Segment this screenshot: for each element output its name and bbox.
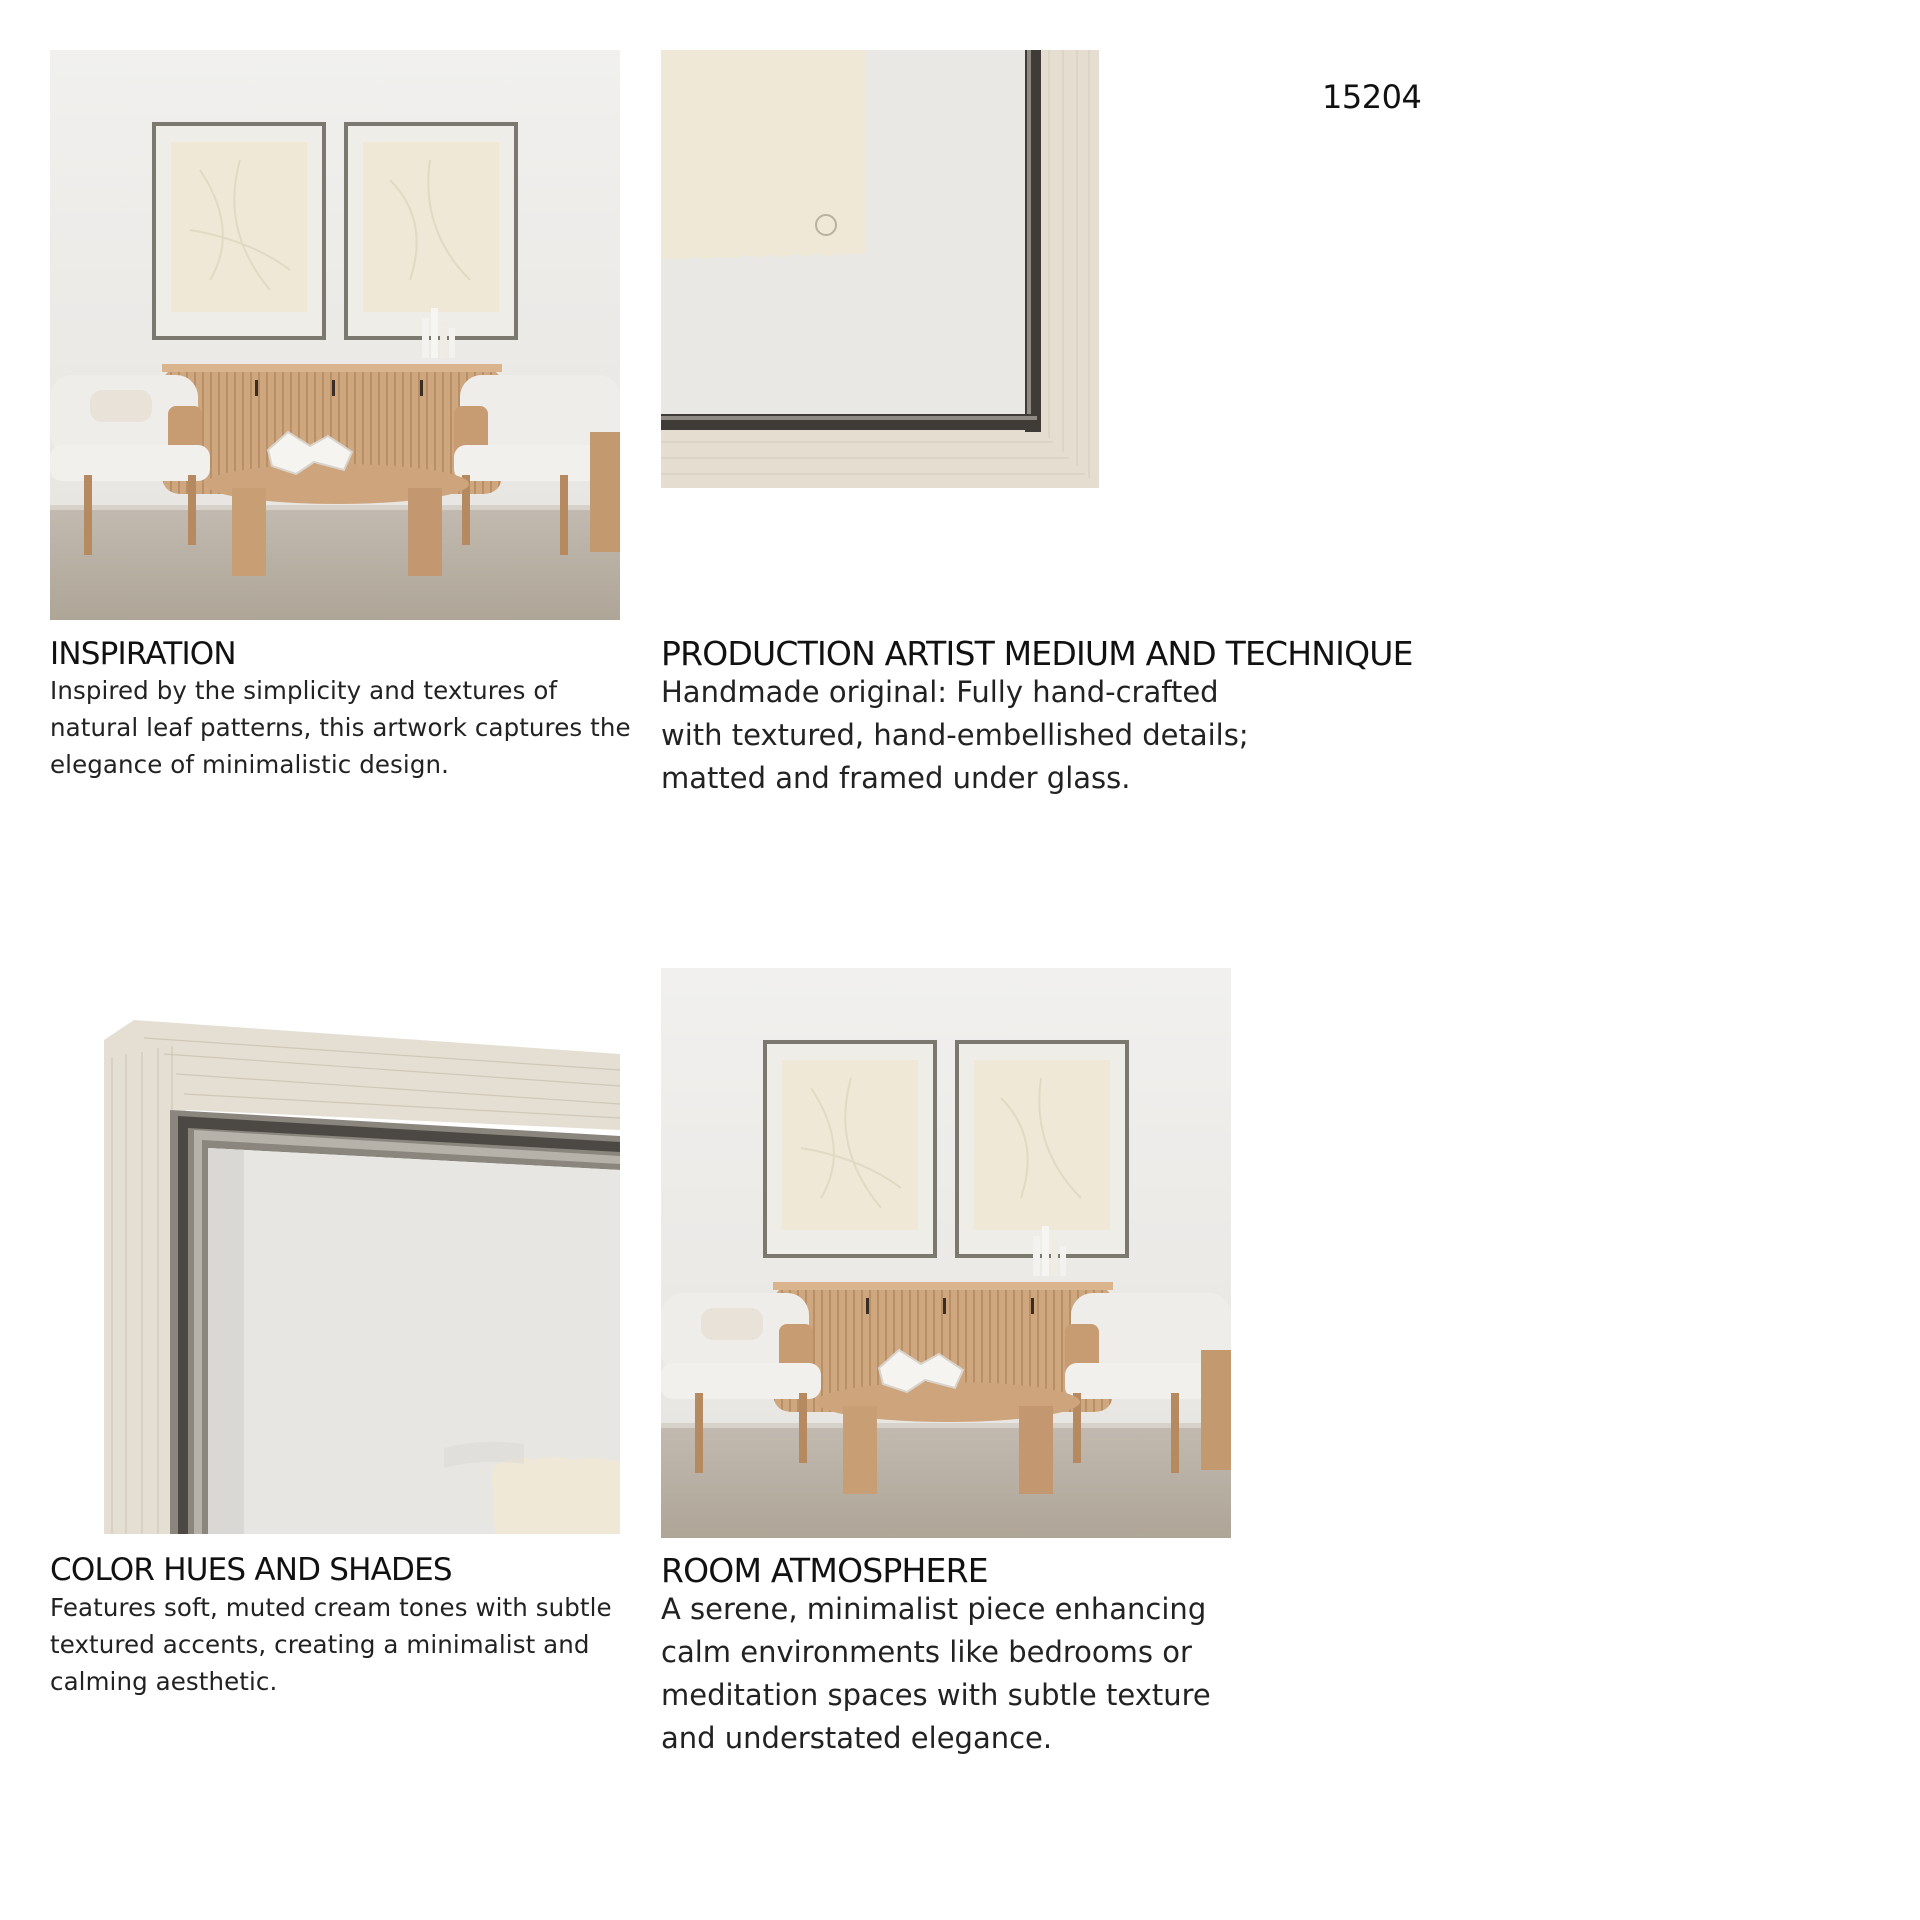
room-scene-image — [661, 968, 1231, 1538]
production-line: Handmade original: Fully hand-crafted — [661, 675, 1219, 709]
room-line: calm environments like bedrooms or — [661, 1635, 1192, 1669]
frame-detail-photo-top — [661, 50, 1099, 488]
production-line: matted and framed under glass. — [661, 761, 1131, 795]
inspiration-text — [50, 672, 631, 783]
production-heading: PRODUCTION ARTIST MEDIUM AND TECHNIQUE — [661, 634, 1413, 673]
color-line: Features soft, muted cream tones with subtle — [50, 1593, 612, 1622]
room-line: and understated elegance. — [661, 1721, 1053, 1755]
inspiration-line: natural leaf patterns, this artwork captures the — [50, 713, 631, 742]
room-photo-top — [50, 50, 620, 620]
room-line: meditation spaces with subtle texture — [661, 1678, 1211, 1712]
production-text — [661, 671, 1249, 800]
color-heading: COLOR HUES AND SHADES — [50, 1552, 452, 1588]
room-photo-bottom — [661, 968, 1231, 1538]
color-line: calming aesthetic. — [50, 1667, 278, 1696]
product-code: 15204 — [1322, 78, 1422, 116]
room-heading: ROOM ATMOSPHERE — [661, 1551, 988, 1590]
color-line: textured accents, creating a minimalist and — [50, 1630, 590, 1659]
inspiration-line: elegance of minimalistic design. — [50, 750, 449, 779]
frame-corner-photo-bottom — [104, 1018, 620, 1534]
room-line: A serene, minimalist piece enhancing — [661, 1592, 1207, 1626]
frame-corner-image — [661, 50, 1099, 488]
inspiration-heading: INSPIRATION — [50, 636, 236, 672]
room-scene-image — [50, 50, 620, 620]
frame-angle-image — [104, 1018, 620, 1534]
production-line: with textured, hand-embellished details; — [661, 718, 1249, 752]
color-text — [50, 1589, 612, 1700]
inspiration-line: Inspired by the simplicity and textures of — [50, 676, 558, 705]
room-text — [661, 1588, 1211, 1760]
